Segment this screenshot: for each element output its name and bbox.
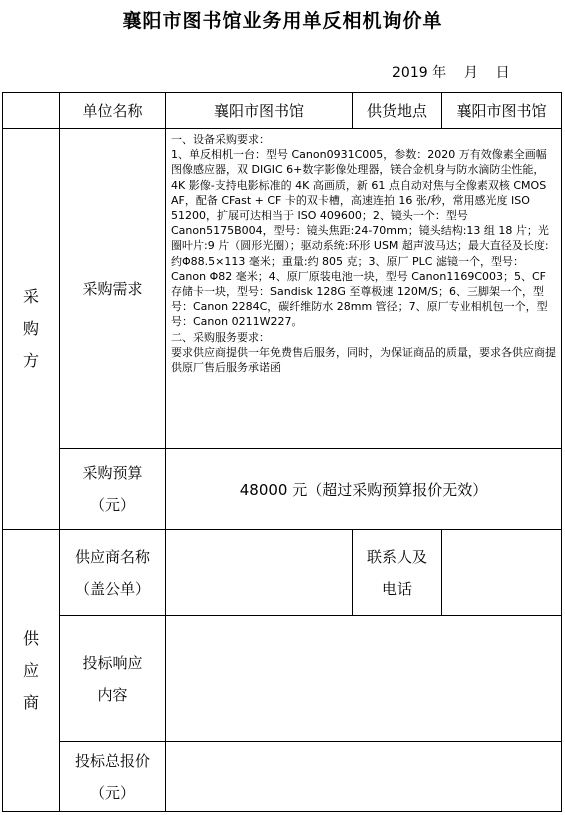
delivery-place-label: 供货地点 [353,93,442,129]
supplier-char-1: 供 [22,628,39,648]
service-requirements-heading: 二、采购服务要求： [171,330,270,344]
purchaser-section-label [3,129,60,530]
total-price-label [60,742,166,812]
response-input[interactable] [166,616,562,742]
supplier-name-line-1: 供应商名称 [74,547,150,566]
service-requirements-text: 要求供应商提供一年免费售后服务，同时，为保证商品的质量，要求各供应商提供原厂售后服务承诺函 [171,345,556,375]
equipment-requirements-text: 1、单反相机一台：型号 Canon0931C005，参数：2020 万有效像素全画幅图像感应器，双 DIGIC 6+数字影像处理器，镁合金机身与防水滴防尘性能，4K 影像-支持电影标准的 4K 高画质，新 61 点自动对焦与全像素双核 CMOS AF，配备 CFast + CF 卡的双卡槽，高速连拍 16 张/秒，常用感光度 ISO 51200，扩展可达相当于 ISO 409600；2、镜头一个：型号 Canon5175B004，型号：镜头焦距:24-70mm；镜头结构:13 组 18 片；光圈叶片:9 片（圆形光圈）；驱动系统:环形 USM 超声波马达；最大直径及长度:约Φ88.5×113 毫米；重量:约 805 克；3、原厂 PLC 滤镜一个，型号：Canon Φ82 毫米；4、原厂原装电池一块，型号 Canon1169C003；5、CF 存储卡一块，型号：Sandisk 128G 至尊极速 120M/S；6、三脚架一个，型号：Canon 2284C，碳纤维防水 28mm 管径；7、原厂专业相机包一个，型号：Canon 0211W227。 [171,148,549,329]
budget-label [60,449,166,530]
response-line-1: 投标响应 [82,653,143,672]
requirements-label: 采购需求 [60,129,166,449]
delivery-place-value: 襄阳市图书馆 [442,93,562,129]
budget-label-line-1: 采购预算 [82,464,143,482]
total-line-2: （元） [89,783,135,802]
date-line: 2019 年 月 日 [392,65,510,81]
unit-name-label: 单位名称 [60,93,166,129]
budget-value: 48000 元（超过采购预算报价无效） [166,449,562,530]
equipment-requirements-heading: 一、设备采购要求： [171,133,270,146]
empty-corner-cell [3,93,60,129]
page-title: 襄阳市图书馆业务用单反相机询价单 [122,10,443,32]
unit-name-value: 襄阳市图书馆 [166,93,353,129]
requirements-content [166,129,562,449]
supplier-char-3: 商 [22,692,39,712]
total-line-1: 投标总报价 [74,751,150,770]
purchaser-char-3: 方 [22,351,39,370]
purchaser-char-1: 采 [22,287,39,306]
supplier-name-label [60,530,166,616]
purchaser-char-2: 购 [22,319,39,338]
supplier-char-2: 应 [22,660,39,680]
supplier-name-input[interactable] [166,530,353,616]
contact-line-2: 电话 [381,579,412,598]
total-price-input[interactable] [166,742,562,812]
contact-label [353,530,442,616]
response-line-2: 内容 [97,685,128,704]
contact-input[interactable] [442,530,562,616]
supplier-name-line-2: （盖公单） [74,579,150,598]
budget-label-line-2: （元） [89,496,135,514]
supplier-section-label [3,530,60,812]
contact-line-1: 联系人及 [366,547,427,566]
response-label [60,616,166,742]
inquiry-table [2,92,562,812]
